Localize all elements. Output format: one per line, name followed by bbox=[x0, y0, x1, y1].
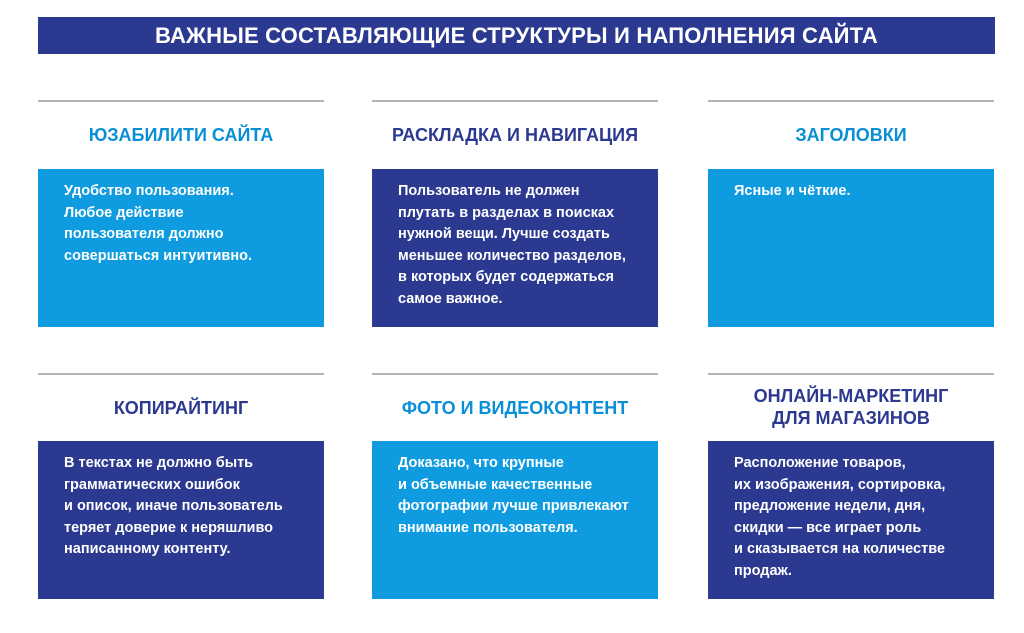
card-heading: ЮЗАБИЛИТИ САЙТА bbox=[88, 125, 274, 145]
card-heading-line: ОНЛАЙН-МАРКЕТИНГ bbox=[753, 386, 949, 406]
divider bbox=[708, 100, 994, 102]
card-text-line: фотографии лучше привлекают bbox=[398, 498, 629, 514]
card-text-line: скидки — все играет роль bbox=[734, 519, 922, 536]
card-text-line: и описок, иначе пользователь bbox=[64, 498, 283, 514]
card-text-line: Любое действие bbox=[64, 204, 184, 221]
card-text-line: теряет доверие к неряшливо bbox=[64, 519, 274, 536]
card-text-line: предложение недели, дня, bbox=[734, 498, 926, 514]
card-body bbox=[372, 441, 658, 599]
card-text-line: меньшее количество разделов, bbox=[398, 247, 626, 264]
divider bbox=[708, 373, 994, 375]
card-body bbox=[38, 441, 324, 599]
card-text-line: Доказано, что крупные bbox=[398, 455, 564, 471]
card-text-line: пользователя должно bbox=[64, 226, 224, 242]
card-heading bbox=[708, 385, 994, 429]
page-title-banner bbox=[38, 17, 995, 54]
card-text-line: написанному контенту. bbox=[64, 541, 231, 557]
card-heading: ЗАГОЛОВКИ bbox=[795, 125, 907, 145]
card-body bbox=[708, 441, 994, 599]
card-text-line: нужной вещи. Лучше создать bbox=[398, 226, 610, 242]
page-title: ВАЖНЫЕ СОСТАВЛЯЮЩИЕ СТРУКТУРЫ И НАПОЛНЕНИЯ САЙТА bbox=[154, 22, 879, 48]
card-heading: РАСКЛАДКА И НАВИГАЦИЯ bbox=[391, 125, 639, 145]
card-body bbox=[708, 169, 994, 327]
card-text-line: грамматических ошибок bbox=[64, 476, 240, 493]
card-text-line: и объемные качественные bbox=[398, 476, 593, 493]
card-text-line: Пользователь не должен bbox=[398, 183, 580, 199]
card-text-line: и сказывается на количестве bbox=[734, 541, 946, 557]
card-heading-line: ДЛЯ МАГАЗИНОВ bbox=[772, 408, 930, 428]
card-text-line: совершаться интуитивно. bbox=[64, 247, 252, 264]
card-text-line: самое важное. bbox=[398, 290, 503, 307]
card-text-line: в которых будет содержаться bbox=[398, 269, 615, 285]
card-text-line: Удобство пользования. bbox=[64, 183, 234, 199]
card-heading: ФОТО И ВИДЕОКОНТЕНТ bbox=[401, 398, 629, 418]
divider bbox=[372, 373, 658, 375]
divider bbox=[38, 100, 324, 102]
card-text-line: Ясные и чёткие. bbox=[734, 183, 851, 199]
card-text-line: их изображения, сортировка, bbox=[734, 476, 946, 493]
card-body bbox=[372, 169, 658, 327]
card-text-line: плутать в разделах в поисках bbox=[398, 204, 615, 221]
card-heading: КОПИРАЙТИНГ bbox=[113, 398, 249, 418]
card-body bbox=[38, 169, 324, 327]
card-text-line: продаж. bbox=[734, 562, 792, 579]
card-text-line: внимание пользователя. bbox=[398, 519, 578, 536]
divider bbox=[372, 100, 658, 102]
card-text-line: В текстах не должно быть bbox=[64, 455, 254, 471]
card-text-line: Расположение товаров, bbox=[734, 455, 906, 471]
divider bbox=[38, 373, 324, 375]
